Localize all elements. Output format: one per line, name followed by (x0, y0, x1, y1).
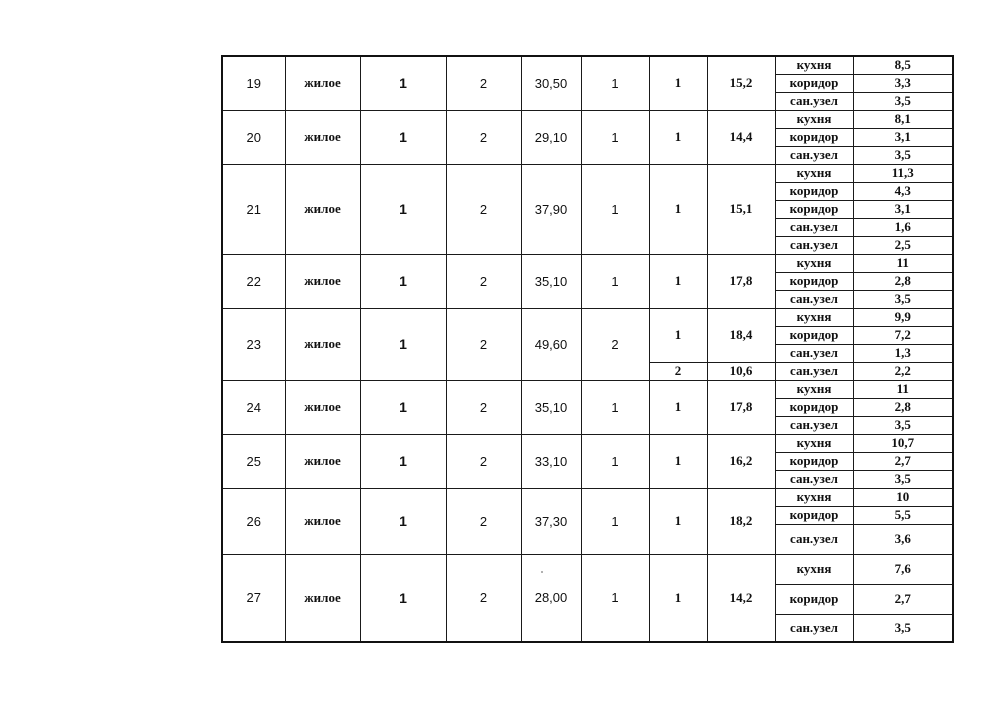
total-area: 29,10 (521, 110, 581, 164)
premise-type: жилое (285, 110, 360, 164)
aux-room-area: 2,7 (853, 584, 953, 614)
aux-room-area: 10,7 (853, 434, 953, 452)
living-rooms-count: 1 (581, 380, 649, 434)
living-room-area: 17,8 (707, 380, 775, 434)
rooms-count: 1 (360, 164, 446, 254)
aux-room-area: 9,9 (853, 308, 953, 326)
living-room-number: 2 (649, 362, 707, 380)
living-room-number: 1 (649, 110, 707, 164)
rooms-count: 1 (360, 380, 446, 434)
scan-speck (541, 571, 543, 573)
aux-room-area: 3,5 (853, 146, 953, 164)
floor-number: 2 (446, 434, 521, 488)
aux-room-name: кухня (775, 308, 853, 326)
floor-number: 2 (446, 380, 521, 434)
aux-room-name: коридор (775, 398, 853, 416)
aux-room-area: 11,3 (853, 164, 953, 182)
aux-room-area: 8,5 (853, 56, 953, 74)
table-row (222, 488, 953, 506)
premise-type: жилое (285, 380, 360, 434)
aux-room-name: коридор (775, 506, 853, 524)
living-room-number: 1 (649, 380, 707, 434)
table-row (222, 554, 953, 584)
aux-room-name: кухня (775, 164, 853, 182)
aux-room-area: 3,5 (853, 614, 953, 642)
aux-room-name: кухня (775, 56, 853, 74)
document-page (221, 55, 952, 641)
aux-room-area: 2,5 (853, 236, 953, 254)
aux-room-area: 8,1 (853, 110, 953, 128)
living-room-number: 1 (649, 308, 707, 362)
floor-number: 2 (446, 110, 521, 164)
aux-room-name: сан.узел (775, 236, 853, 254)
aux-room-name: сан.узел (775, 524, 853, 554)
living-room-number: 1 (649, 164, 707, 254)
aux-room-name: кухня (775, 554, 853, 584)
floor-number: 2 (446, 56, 521, 110)
living-room-area: 16,2 (707, 434, 775, 488)
apartment-number: 24 (222, 380, 285, 434)
floor-number: 2 (446, 554, 521, 642)
rooms-count: 1 (360, 56, 446, 110)
living-room-number: 1 (649, 254, 707, 308)
living-rooms-count: 1 (581, 56, 649, 110)
living-room-area: 17,8 (707, 254, 775, 308)
aux-room-area: 3,5 (853, 92, 953, 110)
living-room-number: 1 (649, 434, 707, 488)
aux-room-area: 11 (853, 254, 953, 272)
living-rooms-count: 1 (581, 434, 649, 488)
apartment-number: 20 (222, 110, 285, 164)
apartment-number: 27 (222, 554, 285, 642)
rooms-count: 1 (360, 308, 446, 380)
rooms-count: 1 (360, 434, 446, 488)
aux-room-name: коридор (775, 452, 853, 470)
living-rooms-count: 2 (581, 308, 649, 380)
living-room-area: 18,4 (707, 308, 775, 362)
aux-room-name: кухня (775, 254, 853, 272)
aux-room-name: сан.узел (775, 92, 853, 110)
aux-room-name: кухня (775, 110, 853, 128)
aux-room-name: сан.узел (775, 470, 853, 488)
living-rooms-count: 1 (581, 164, 649, 254)
living-rooms-count: 1 (581, 110, 649, 164)
living-room-area: 10,6 (707, 362, 775, 380)
aux-room-area: 3,6 (853, 524, 953, 554)
living-room-area: 15,2 (707, 56, 775, 110)
aux-room-area: 3,1 (853, 200, 953, 218)
apartment-number: 25 (222, 434, 285, 488)
living-room-area: 15,1 (707, 164, 775, 254)
living-room-area: 14,4 (707, 110, 775, 164)
floor-number: 2 (446, 488, 521, 554)
table-row (222, 164, 953, 182)
aux-room-name: кухня (775, 434, 853, 452)
apartment-number: 26 (222, 488, 285, 554)
aux-room-name: сан.узел (775, 290, 853, 308)
total-area: 30,50 (521, 56, 581, 110)
table-row (222, 434, 953, 452)
floor-number: 2 (446, 164, 521, 254)
premise-type: жилое (285, 254, 360, 308)
rooms-count: 1 (360, 488, 446, 554)
aux-room-name: сан.узел (775, 362, 853, 380)
aux-room-area: 3,1 (853, 128, 953, 146)
rooms-count: 1 (360, 554, 446, 642)
aux-room-area: 10 (853, 488, 953, 506)
premise-type: жилое (285, 488, 360, 554)
apartments-table (221, 55, 954, 643)
aux-room-area: 3,5 (853, 416, 953, 434)
apartment-number: 19 (222, 56, 285, 110)
aux-room-area: 1,6 (853, 218, 953, 236)
aux-room-area: 3,5 (853, 290, 953, 308)
premise-type: жилое (285, 554, 360, 642)
aux-room-name: коридор (775, 272, 853, 290)
living-room-number: 1 (649, 554, 707, 642)
aux-room-area: 2,8 (853, 398, 953, 416)
aux-room-area: 2,7 (853, 452, 953, 470)
living-room-area: 14,2 (707, 554, 775, 642)
table-row (222, 380, 953, 398)
living-rooms-count: 1 (581, 254, 649, 308)
total-area: 35,10 (521, 254, 581, 308)
rooms-count: 1 (360, 254, 446, 308)
total-area: 37,90 (521, 164, 581, 254)
floor-number: 2 (446, 254, 521, 308)
living-rooms-count: 1 (581, 488, 649, 554)
aux-room-name: коридор (775, 326, 853, 344)
aux-room-area: 2,8 (853, 272, 953, 290)
premise-type: жилое (285, 434, 360, 488)
aux-room-area: 1,3 (853, 344, 953, 362)
premise-type: жилое (285, 164, 360, 254)
premise-type: жилое (285, 56, 360, 110)
rooms-count: 1 (360, 110, 446, 164)
total-area: 37,30 (521, 488, 581, 554)
aux-room-area: 11 (853, 380, 953, 398)
total-area: 28,00 (521, 554, 581, 642)
aux-room-name: сан.узел (775, 218, 853, 236)
total-area: 33,10 (521, 434, 581, 488)
living-room-number: 1 (649, 56, 707, 110)
aux-room-name: коридор (775, 584, 853, 614)
aux-room-area: 2,2 (853, 362, 953, 380)
table-row (222, 254, 953, 272)
aux-room-area: 7,6 (853, 554, 953, 584)
living-room-number: 1 (649, 488, 707, 554)
living-room-area: 18,2 (707, 488, 775, 554)
premise-type: жилое (285, 308, 360, 380)
aux-room-area: 7,2 (853, 326, 953, 344)
living-rooms-count: 1 (581, 554, 649, 642)
table-row (222, 308, 953, 326)
total-area: 49,60 (521, 308, 581, 380)
aux-room-area: 3,3 (853, 74, 953, 92)
aux-room-area: 5,5 (853, 506, 953, 524)
apartment-number: 23 (222, 308, 285, 380)
aux-room-name: сан.узел (775, 416, 853, 434)
aux-room-name: сан.узел (775, 146, 853, 164)
aux-room-name: кухня (775, 380, 853, 398)
apartment-number: 21 (222, 164, 285, 254)
aux-room-area: 4,3 (853, 182, 953, 200)
aux-room-name: коридор (775, 74, 853, 92)
table-row (222, 110, 953, 128)
aux-room-name: коридор (775, 128, 853, 146)
aux-room-name: коридор (775, 182, 853, 200)
floor-number: 2 (446, 308, 521, 380)
aux-room-area: 3,5 (853, 470, 953, 488)
aux-room-name: сан.узел (775, 614, 853, 642)
aux-room-name: сан.узел (775, 344, 853, 362)
table-row (222, 56, 953, 74)
aux-room-name: кухня (775, 488, 853, 506)
aux-room-name: коридор (775, 200, 853, 218)
apartment-number: 22 (222, 254, 285, 308)
total-area: 35,10 (521, 380, 581, 434)
